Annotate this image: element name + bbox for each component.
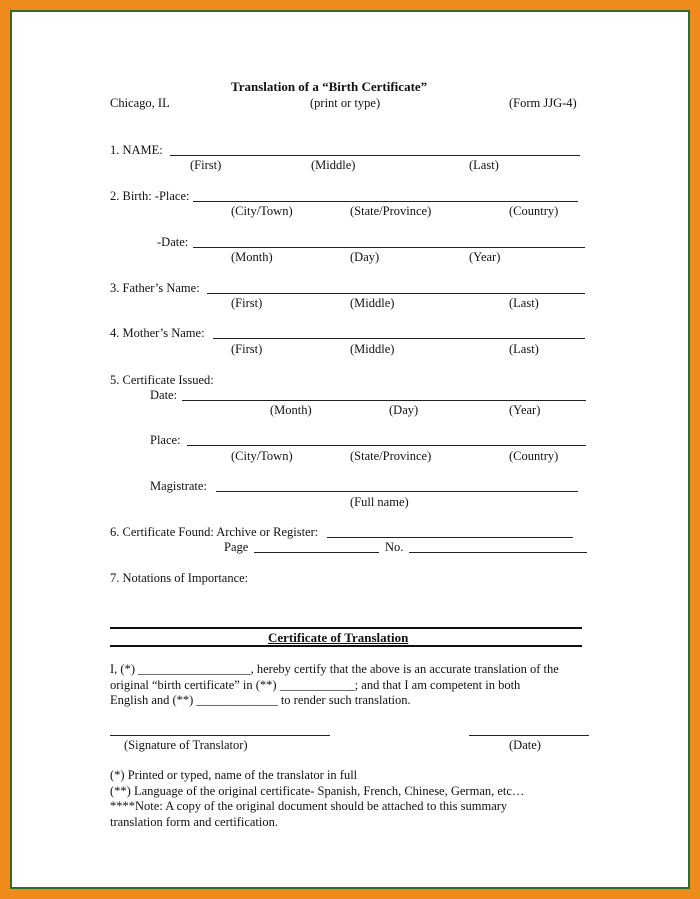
found-label: 6. Certificate Found: Archive or Register: (110, 525, 319, 539)
father-last-sub: (Last) (509, 296, 539, 310)
page-field[interactable] (254, 552, 379, 553)
issued-state-sub: (State/Province) (350, 449, 432, 463)
footnote-4: translation form and certification. (110, 815, 278, 829)
name-field[interactable] (170, 155, 580, 156)
birth-date-field[interactable] (193, 247, 585, 248)
magistrate-label: Magistrate: (150, 479, 207, 493)
name-first-sub: (First) (190, 158, 222, 172)
birth-city-sub: (City/Town) (231, 204, 293, 218)
issued-date-field[interactable] (182, 400, 586, 401)
page-label: Page (224, 540, 249, 554)
magistrate-field[interactable] (216, 491, 578, 492)
issued-place-field[interactable] (187, 445, 586, 446)
footnote-3: ****Note: A copy of the original document should be attached to this summary (110, 799, 508, 813)
issued-city-sub: (City/Town) (231, 449, 293, 463)
document-title: Translation of a “Birth Certificate” (231, 79, 428, 94)
father-name-label: 3. Father’s Name: (110, 281, 200, 295)
issued-place-label: Place: (150, 433, 181, 447)
issued-date-label: Date: (150, 388, 178, 402)
issued-country-sub: (Country) (509, 449, 559, 463)
birth-day-sub: (Day) (350, 250, 380, 264)
birth-year-sub: (Year) (469, 250, 501, 264)
footnote-2: (**) Language of the original certificate- Spanish, French, Chinese, German, etc… (110, 784, 525, 798)
mother-last-sub: (Last) (509, 342, 539, 356)
birth-place-label: 2. Birth: -Place: (110, 189, 190, 203)
certify-line-1: I, (*) __________________, hereby certify that the above is an accurate translation of the (110, 662, 559, 676)
birth-state-sub: (State/Province) (350, 204, 432, 218)
date-label: (Date) (509, 738, 541, 752)
footnote-1: (*) Printed or typed, name of the translator in full (110, 768, 358, 782)
birth-place-field[interactable] (193, 201, 578, 202)
certificate-heading: Certificate of Translation (268, 630, 409, 645)
city-label: Chicago, IL (110, 96, 170, 110)
certify-line-2: original “birth certificate” in (**) ____________; and that I am competent in both (110, 678, 521, 692)
name-middle-sub: (Middle) (311, 158, 356, 172)
signature-label: (Signature of Translator) (124, 738, 248, 752)
birth-country-sub: (Country) (509, 204, 559, 218)
father-middle-sub: (Middle) (350, 296, 395, 310)
father-first-sub: (First) (231, 296, 263, 310)
name-last-sub: (Last) (469, 158, 499, 172)
certify-line-3: English and (**) _____________ to render such translation. (110, 693, 411, 707)
mother-first-sub: (First) (231, 342, 263, 356)
name-label: 1. NAME: (110, 143, 163, 157)
magistrate-full-name-sub: (Full name) (350, 495, 409, 509)
date-field[interactable] (469, 735, 589, 736)
no-field[interactable] (409, 552, 587, 553)
issued-month-sub: (Month) (270, 403, 312, 417)
issued-day-sub: (Day) (389, 403, 419, 417)
birth-month-sub: (Month) (231, 250, 273, 264)
mother-middle-sub: (Middle) (350, 342, 395, 356)
mother-name-field[interactable] (213, 338, 585, 339)
print-or-type-label: (print or type) (310, 96, 381, 110)
section-divider-top (110, 627, 582, 629)
no-label: No. (385, 540, 404, 554)
issued-year-sub: (Year) (509, 403, 541, 417)
form-id-label: (Form JJG-4) (509, 96, 577, 110)
father-name-field[interactable] (207, 293, 585, 294)
notations-label: 7. Notations of Importance: (110, 571, 249, 585)
section-divider-bottom (110, 645, 582, 647)
mother-name-label: 4. Mother’s Name: (110, 326, 205, 340)
signature-field[interactable] (110, 735, 330, 736)
archive-register-field[interactable] (327, 537, 573, 538)
birth-date-label: -Date: (157, 235, 189, 249)
issued-label: 5. Certificate Issued: (110, 373, 214, 387)
